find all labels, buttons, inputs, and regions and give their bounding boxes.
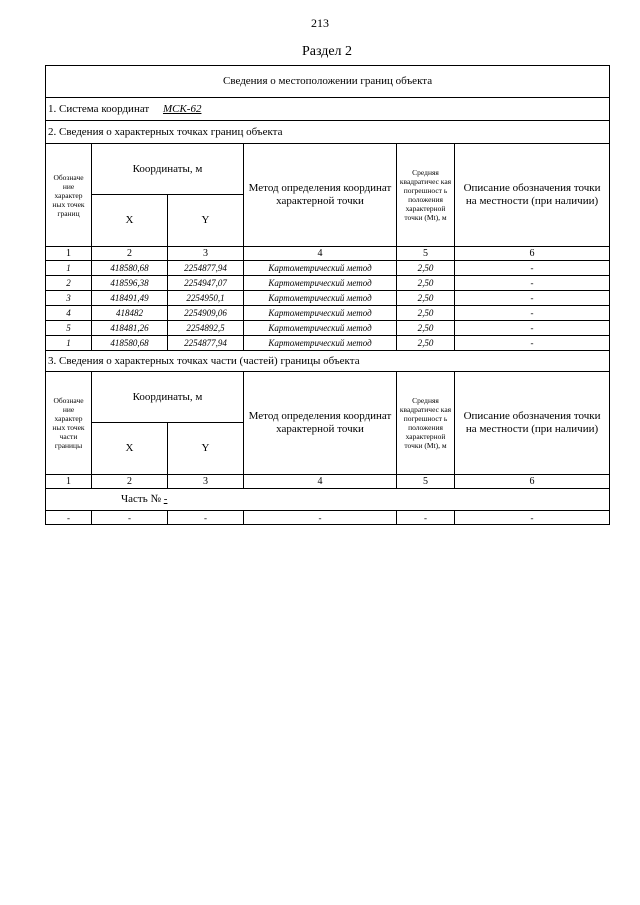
point-id: 1 [46,261,92,276]
point-x: 418596,38 [92,276,168,291]
point-id: 3 [46,291,92,306]
part-cell: - [92,511,168,525]
section-title: Раздел 2 [301,44,353,59]
part-cell: - [244,511,397,525]
point-x: 418580,68 [92,261,168,276]
part-cell: - [455,511,610,525]
point-accuracy: 2,50 [397,336,455,351]
coord-system-cell [46,98,610,121]
point-description: - [455,276,610,291]
column-number: 4 [244,475,397,489]
point-x: 418481,26 [92,321,168,336]
table-row [46,306,610,321]
section2-title-row [46,121,610,144]
table-title: Сведения о местоположении границ объекта [46,66,610,98]
point-description: - [455,321,610,336]
header-designation: Обозначе ние характер ных точек части границы [46,372,92,475]
column-number: 2 [92,247,168,261]
column-number: 2 [92,475,168,489]
point-method: Картометрический метод [244,336,397,351]
boundary-table [45,65,610,525]
point-method: Картометрический метод [244,261,397,276]
column-numbers-row [46,247,610,261]
header-x: X [92,423,168,475]
point-id: 4 [46,306,92,321]
column-number: 6 [455,475,610,489]
point-y: 2254947,07 [168,276,244,291]
table-row [46,261,610,276]
point-accuracy: 2,50 [397,291,455,306]
coord-system-value: МСК-62 [162,102,202,115]
section3-title-row [46,351,610,372]
column-number: 5 [397,247,455,261]
point-y: 2254877,94 [168,336,244,351]
table-row [46,276,610,291]
column-numbers-row [46,475,610,489]
point-accuracy: 2,50 [397,276,455,291]
point-accuracy: 2,50 [397,306,455,321]
part-label: Часть № [121,493,161,505]
point-description: - [455,261,610,276]
header-description: Описание обозначения точки на местности (при наличии) [455,144,610,247]
coord-system-row [46,98,610,121]
table-row [46,291,610,306]
point-x: 418491,49 [92,291,168,306]
header-y: Y [168,195,244,247]
point-description: - [455,336,610,351]
section3-title: 3. Сведения о характерных точках части (частей) границы объекта [46,351,610,372]
column-number: 3 [168,475,244,489]
column-number: 3 [168,247,244,261]
table-row [46,336,610,351]
part-number: - [163,493,168,505]
column-number: 1 [46,247,92,261]
table-row [46,321,610,336]
point-x: 418482 [92,306,168,321]
point-description: - [455,306,610,321]
point-method: Картометрический метод [244,321,397,336]
header-accuracy: Средняя квадратичес кая погрешност ь положения характерной точки (Mt), м [397,144,455,247]
part-cell: - [397,511,455,525]
column-number: 4 [244,247,397,261]
part-cell: - [46,511,92,525]
header-description: Описание обозначения точки на местности (при наличии) [455,372,610,475]
point-id: 5 [46,321,92,336]
point-id: 2 [46,276,92,291]
point-method: Картометрический метод [244,306,397,321]
header-designation: Обозначе ние характер ных точек границ [46,144,92,247]
point-y: 2254909,06 [168,306,244,321]
header-x: X [92,195,168,247]
header-coords: Координаты, м [92,372,244,423]
section3-header-row [46,372,610,423]
point-accuracy: 2,50 [397,261,455,276]
header-coords: Координаты, м [92,144,244,195]
part-label-cell [46,489,610,511]
section2-title: 2. Сведения о характерных точках границ объекта [46,121,610,144]
column-number: 6 [455,247,610,261]
point-x: 418580,68 [92,336,168,351]
header-y: Y [168,423,244,475]
header-method: Метод определения координат характерной точки [244,372,397,475]
section2-header-row [46,144,610,195]
header-method: Метод определения координат характерной точки [244,144,397,247]
column-number: 5 [397,475,455,489]
part-cell: - [168,511,244,525]
table-title-row [46,66,610,98]
table-row [46,511,610,525]
point-method: Картометрический метод [244,291,397,306]
point-accuracy: 2,50 [397,321,455,336]
point-y: 2254877,94 [168,261,244,276]
point-y: 2254950,1 [168,291,244,306]
coord-system-label: 1. Система координат [48,102,150,115]
point-id: 1 [46,336,92,351]
part-row [46,489,610,511]
point-method: Картометрический метод [244,276,397,291]
point-y: 2254892,5 [168,321,244,336]
column-number: 1 [46,475,92,489]
header-accuracy: Средняя квадратичес кая погрешност ь положения характерной точки (Mt), м [397,372,455,475]
point-description: - [455,291,610,306]
page-number: 213 [311,16,329,30]
